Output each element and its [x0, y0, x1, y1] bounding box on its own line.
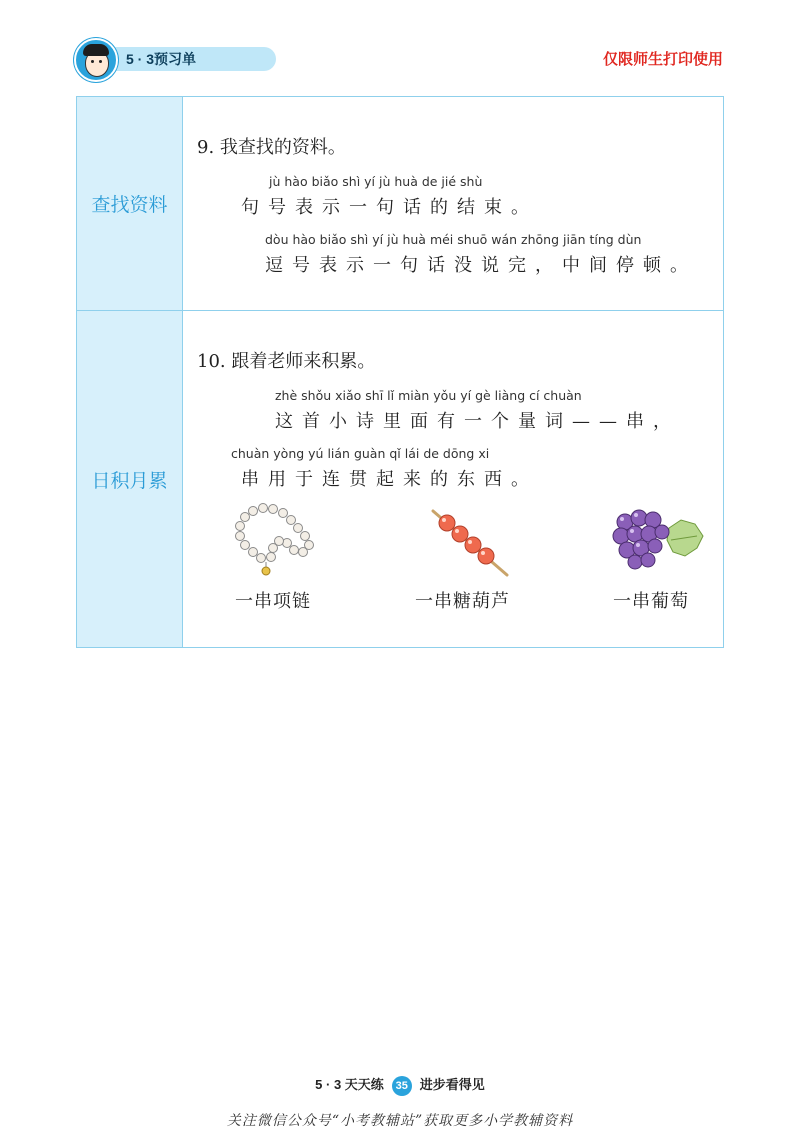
accumulate-content — [183, 311, 723, 647]
item-label-candied-haws: 一串糖葫芦 — [415, 591, 510, 612]
hanzi-line: 逗号表示一句话没说完，中间停顿。 — [265, 255, 697, 276]
pinyin-line: jù hào biǎo shì yí jù huà de jié shù — [269, 174, 483, 189]
print-notice: 仅限师生打印使用 — [602, 51, 723, 68]
item-label-grapes: 一串葡萄 — [613, 591, 689, 612]
question-10-title: 10. 跟着老师来积累。 — [197, 351, 376, 372]
side-label-accumulate: 日积月累 — [77, 311, 183, 647]
page-number: 35 — [392, 1076, 412, 1096]
wechat-note: 关注微信公众号“小考教辅站”获取更多小学教辅资料 — [226, 1113, 574, 1129]
page-footer — [0, 1074, 800, 1096]
badge-label: 5 · 3预习单 — [104, 47, 276, 71]
pinyin-line: dòu hào biǎo shì yí jù huà méi shuō wán zhōng jiān tíng dùn — [265, 232, 642, 247]
necklace-icon — [233, 501, 323, 581]
section-accumulate — [77, 311, 723, 647]
pinyin-line: zhè shǒu xiǎo shī lǐ miàn yǒu yí gè liàng cí chuàn — [275, 388, 582, 403]
grapes-icon — [611, 506, 707, 578]
section-research — [77, 97, 723, 311]
side-label-research: 查找资料 — [77, 97, 183, 310]
hanzi-line: 串用于连贯起来的东西。 — [241, 469, 538, 490]
question-9-title: 9. 我查找的资料。 — [197, 137, 346, 158]
footer-left: 5 · 3 天天练 — [315, 1077, 384, 1092]
item-label-necklace: 一串项链 — [235, 591, 311, 612]
candied-haws-icon — [425, 503, 515, 583]
worksheet-table — [76, 96, 724, 648]
hanzi-line: 这首小诗里面有一个量词——串， — [275, 411, 680, 432]
research-content — [183, 97, 723, 310]
hanzi-line: 句号表示一句话的结束。 — [241, 197, 538, 218]
pinyin-line: chuàn yòng yú lián guàn qǐ lái de dōng xi — [231, 446, 490, 461]
avatar — [74, 38, 118, 82]
footer-right: 进步看得见 — [419, 1077, 485, 1092]
